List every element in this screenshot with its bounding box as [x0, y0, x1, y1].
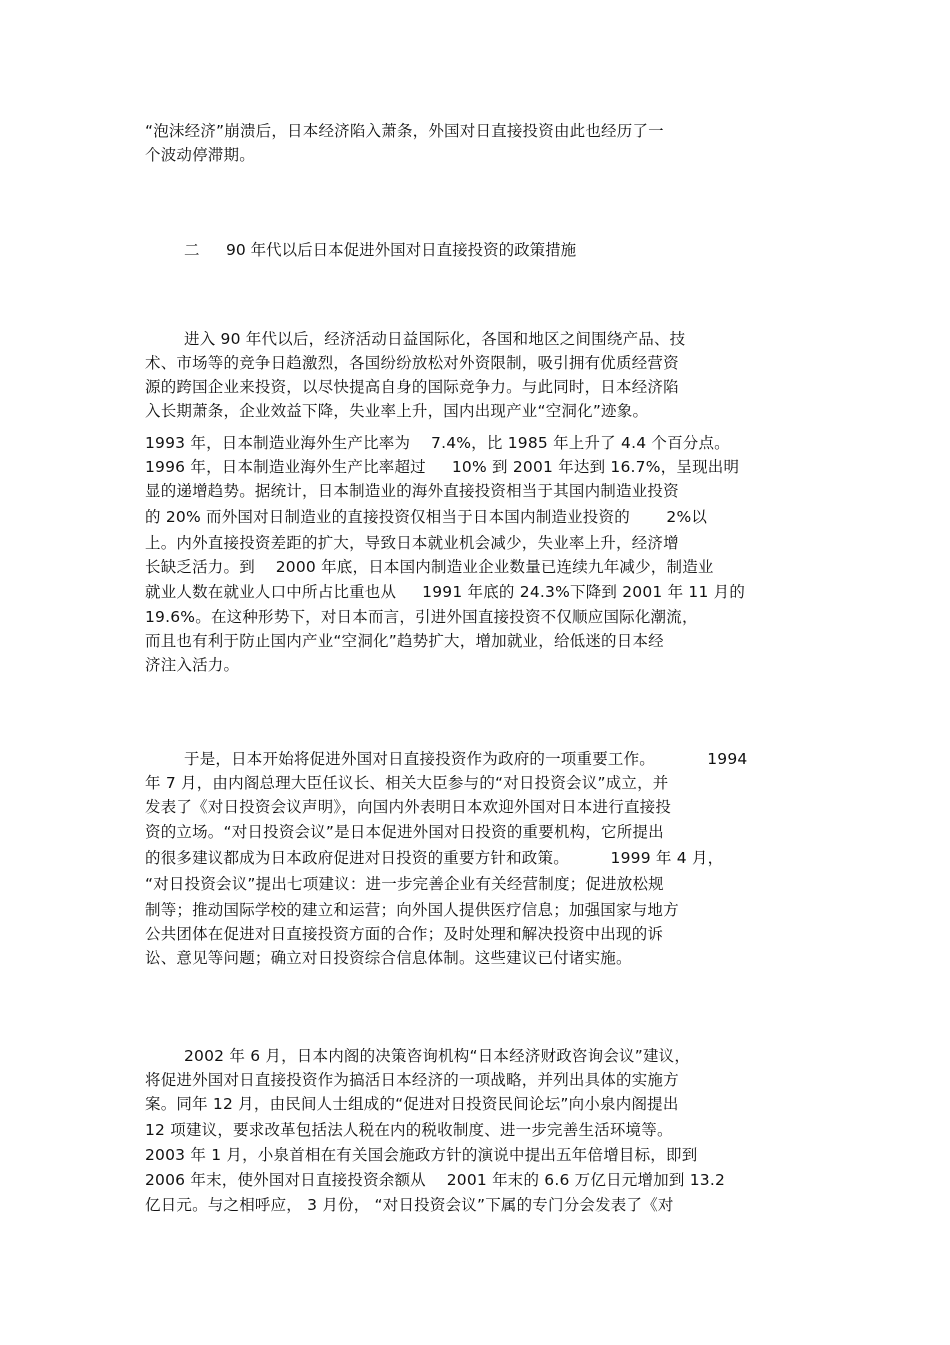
- para1-line-13: 而且也有利于防止国内产业“空洞化”趋势扩大，增加就业，给低迷的日本经: [145, 632, 664, 650]
- para3-line-1: 2002 年 6 月，日本内阁的决策咨询机构“日本经济财政咨询会议”建议，: [184, 1047, 691, 1065]
- para3-line-4: 12 项建议，要求改革包括法人税在内的税收制度、进一步完善生活环境等。: [145, 1121, 673, 1139]
- para1-line-9: 上。内外直接投资差距的扩大，导致日本就业机会减少，失业率上升，经济增: [145, 534, 679, 552]
- para1-line-2: 术、市场等的竞争日趋激烈，各国纷纷放松对外资限制，吸引拥有优质经营资: [145, 354, 679, 372]
- intro-line-2: 个波动停滞期。: [145, 146, 255, 164]
- para2-line-5: 的很多建议都成为日本政府促进对日投资的重要方针和政策。 1999 年 4 月，: [145, 849, 724, 867]
- para1-line-12: 19.6%。在这种形势下，对日本而言，引进外国直接投资不仅顺应国际化潮流，: [145, 608, 698, 626]
- para1-line-8: 的 20% 而外国对日制造业的直接投资仅相当于日本国内制造业投资的 2%以: [145, 508, 708, 526]
- para1-line-6: 1996 年，日本制造业海外生产比率超过 10% 到 2001 年达到 16.7%，呈现出明: [145, 458, 740, 476]
- para2-line-1: 于是，日本开始将促进外国对日直接投资作为政府的一项重要工作。 1994: [184, 750, 748, 768]
- para1-line-10: 长缺乏活力。到 2000 年底，日本国内制造业企业数量已连续九年减少，制造业: [145, 558, 714, 576]
- intro-line-1: “泡沫经济”崩溃后，日本经济陷入萧条，外国对日直接投资由此也经历了一: [145, 122, 664, 140]
- para2-line-7: 制等；推动国际学校的建立和运营；向外国人提供医疗信息；加强国家与地方: [145, 901, 679, 919]
- para3-line-3: 案。同年 12 月，由民间人士组成的“促进对日投资民间论坛”向小泉内阁提出: [145, 1095, 679, 1113]
- para3-line-6: 2006 年末，使外国对日直接投资余额从 2001 年末的 6.6 万亿日元增加到 13.2: [145, 1171, 726, 1189]
- para3-line-5: 2003 年 1 月，小泉首相在有关国会施政方针的演说中提出五年倍增目标，即到: [145, 1146, 698, 1164]
- para3-line-7: 亿日元。与之相呼应， 3 月份， “对日投资会议”下属的专门分会发表了《对: [145, 1196, 674, 1214]
- para3-line-2: 将促进外国对日直接投资作为搞活日本经济的一项战略，并列出具体的实施方: [145, 1071, 679, 1089]
- para1-line-3: 源的跨国企业来投资，以尽快提高自身的国际竞争力。与此同时，日本经济陷: [145, 378, 679, 396]
- para1-line-4: 入长期萧条，企业效益下降，失业率上升，国内出现产业“空洞化”迹象。: [145, 402, 649, 420]
- para1-line-1: 进入 90 年代以后，经济活动日益国际化，各国和地区之间围绕产品、技: [184, 330, 686, 348]
- para2-line-8: 公共团体在促进对日直接投资方面的合作；及时处理和解决投资中出现的诉: [145, 925, 664, 943]
- para1-line-5: 1993 年，日本制造业海外生产比率为 7.4%，比 1985 年上升了 4.4 个百分点。: [145, 434, 730, 452]
- para2-line-4: 资的立场。“对日投资会议”是日本促进外国对日投资的重要机构，它所提出: [145, 823, 664, 841]
- para2-line-6: “对日投资会议”提出七项建议：进一步完善企业有关经营制度；促进放松规: [145, 875, 664, 893]
- para1-line-14: 济注入活力。: [145, 656, 240, 674]
- section-title: 90 年代以后日本促进外国对日直接投资的政策措施: [226, 241, 577, 259]
- para1-line-11: 就业人数在就业人口中所占比重也从 1991 年底的 24.3%下降到 2001 年 11 月的: [145, 583, 746, 601]
- para2-line-9: 讼、意见等问题；确立对日投资综合信息体制。这些建议已付诸实施。: [145, 949, 632, 967]
- para1-line-7: 显的递增趋势。据统计，日本制造业的海外直接投资相当于其国内制造业投资: [145, 482, 679, 500]
- section-number: 二: [184, 241, 200, 259]
- para2-line-2: 年 7 月，由内阁总理大臣任议长、相关大臣参与的“对日投资会议”成立，并: [145, 774, 669, 792]
- para2-line-3: 发表了《对日投资会议声明》，向国内外表明日本欢迎外国对日本进行直接投: [145, 798, 672, 816]
